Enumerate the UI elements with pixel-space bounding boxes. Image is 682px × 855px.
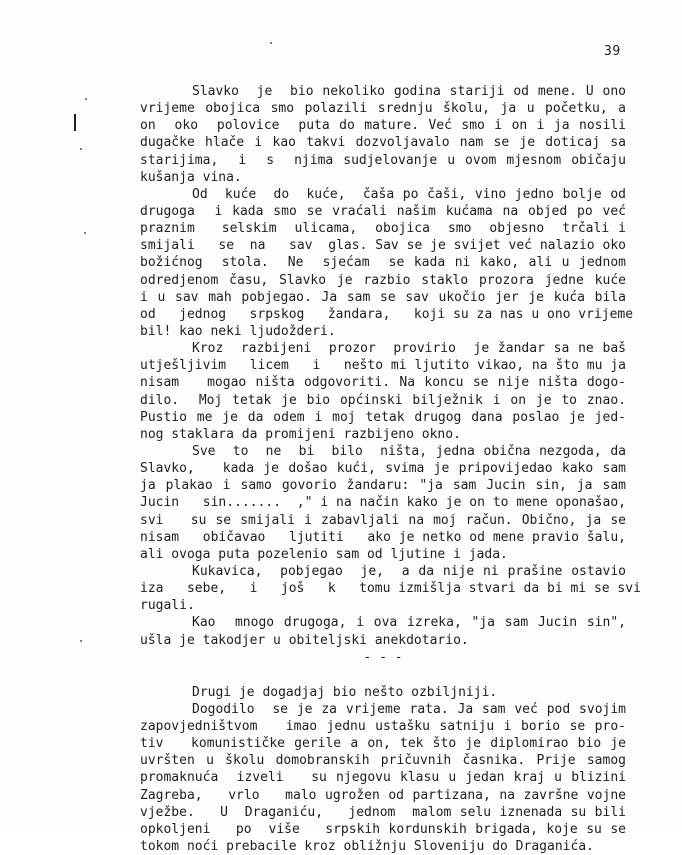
- text-line: opkoljeni po više srpskih kordunskih brigada, koje su se: [140, 821, 626, 837]
- text-line: ušla je takodjer u obiteljski anekdotario.: [140, 632, 469, 648]
- text-line: promaknuća izveli su njegovu klasu u jedan kraj u blizini: [140, 770, 626, 786]
- scan-speck: [80, 640, 82, 642]
- text-line: on oko polovice puta do mature. Već smo i on i ja nosili: [140, 118, 626, 134]
- text-line: Kao mnogo drugoga, i ova izreka, "ja sam Jucin sin",: [192, 615, 626, 631]
- scan-speck: [80, 148, 82, 150]
- text-line: nisam običavao ljutiti ako je netko od mene pravio šalu,: [140, 529, 626, 545]
- section-gap: [140, 666, 626, 684]
- text-line: bil! kao neki ljudožderi.: [140, 323, 336, 339]
- text-line: Sve to ne bi bilo ništa, jedna obična nezgoda, da: [192, 443, 626, 459]
- scan-speck: [270, 42, 272, 44]
- text-line: ja plakao i samo govorio žandaru: "ja sam Jucin sin, ja sam: [140, 478, 626, 494]
- text-line: ali ovoga puta pozelenio sam od ljutine i jada.: [140, 546, 508, 562]
- text-line: Slavko je bio nekoliko godina stariji od mene. U ono: [192, 84, 626, 99]
- text-line: Od kuće do kuće, čaša po čaši, vino jedno bolje od: [192, 186, 626, 202]
- paragraph-block-2: [140, 684, 626, 855]
- text-line: Dogodilo se je za vrijeme rata. Ja sam već pod svojim: [192, 701, 626, 717]
- text-line: rugali.: [140, 598, 195, 614]
- text-line: Kroz razbijeni prozor provirio je žandar sa ne baš: [192, 341, 626, 357]
- text-line: Pustio me je da odem i moj tetak drugog dana poslao je jed-: [140, 409, 626, 425]
- text-line: Jucin sin....... ," i na način kako je on to mene oponašao,: [140, 495, 626, 511]
- text-line: Drugi je dogadjaj bio nešto ozbiljniji.: [192, 684, 498, 700]
- text-line: Slavko, kada je došao kući, svima je pripovijedao kako sam: [140, 461, 626, 477]
- page-number: 39: [604, 44, 621, 59]
- paragraph-block-1: [140, 83, 641, 649]
- section-separator: - - -: [363, 649, 403, 665]
- text-line: drugoga i kada smo se vraćali našim kućama na objed po već: [140, 203, 626, 219]
- text-line: praznim selskim ulicama, obojica smo objesno trčali i: [140, 221, 626, 237]
- text-line: uvršten u školu domobranskih pričuvnih časnika. Prije samog: [140, 753, 626, 769]
- text-line: dilo. Moj tetak je bio općinski bilježnik i on je to znao.: [140, 392, 626, 408]
- text-line: od jednog srpskog žandara, koji su za nas u ono vrijeme: [140, 306, 634, 322]
- text-line: vrijeme obojica smo polazili srednju školu, ja u početku, a: [140, 101, 626, 117]
- text-line: nog staklara da promijeni razbijeno okno.: [140, 426, 461, 442]
- text-line: dugačke hlače i kao takvi dozvoljavalo nam se je doticaj sa: [140, 135, 626, 151]
- text-line: odredjenom času, Slavko je razbio staklo prozora jedne kuće: [140, 272, 626, 288]
- scan-speck: [85, 98, 87, 100]
- text-line: starijima, i s njima sudjelovanje u ovom mjesnom običaju: [140, 152, 626, 168]
- text-line: tokom noći prebacile kroz obližnju Sloveniju do Draganića.: [140, 839, 594, 855]
- margin-mark: [74, 114, 76, 131]
- scan-speck: [84, 232, 86, 234]
- text-line: tiv komunističke gerile a on, tek što je diplomirao bio je: [140, 736, 626, 752]
- text-line: nisam mogao ništa odgovoriti. Na koncu se nije ništa dogo-: [140, 375, 626, 391]
- text-line: svi su se smijali i zabavljali na moj račun. Obično, ja se: [140, 512, 626, 528]
- text-line: zapovjedništvom imao jednu ustašku satniju i borio se pro-: [140, 719, 626, 735]
- text-line: i u sav mah pobjegao. Ja sam se sav ukočio jer je kuća bila: [140, 289, 626, 305]
- text-line: kušanja vina.: [140, 169, 242, 185]
- text-line: božićnog stola. Ne sjećam se kada ni kako, ali u jednom: [140, 255, 626, 271]
- text-line: iza sebe, i još k tomu izmišlja stvari da bi mi se svi: [140, 581, 641, 597]
- text-line: Zagreba, vrlo malo ugrožen od partizana, na završne vojne: [140, 787, 626, 803]
- body-text: [140, 83, 641, 855]
- text-line: utješljivim licem i nešto mi ljutito vikao, na što mu ja: [140, 358, 626, 374]
- text-line: smijali se na sav glas. Sav se je svijet već nalazio oko: [140, 238, 626, 254]
- text-line: Kukavica, pobjegao je, a da nije ni prašine ostavio: [192, 563, 626, 579]
- text-line: vježbe. U Draganiću, jednom malom selu iznenada su bili: [140, 804, 626, 820]
